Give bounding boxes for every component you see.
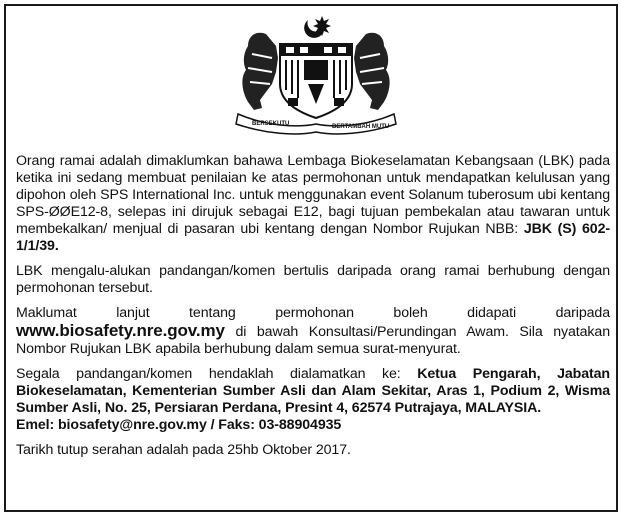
contact-details[interactable]: Emel: biosafety@nre.gov.my / Faks: 03-88904935 [16,417,342,433]
right-tiger-icon [354,33,390,110]
website-link[interactable]: www.biosafety.nre.gov.my [16,321,225,340]
motto-left: BERSEKUTU [252,121,290,127]
mailing-address: Ketua Pengarah, Jabatan Biokeselamatan, Kementerian Sumber Asli dan Alam Sekitar, Aras 1, Podium 2, Wisma Sumber Asli, No. 25, Persiaran Perdana, Presint 4, 62574 Putrajaya, MALAYSIA. [16,366,610,416]
website-intro: Maklumat lanjut tentang permohonan boleh didapati daripada [16,305,610,321]
application-text: Orang ramai adalah dimaklumkan bahawa Lembaga Biokeselamatan Kebangsaan (LBK) pada ketika ini sedang membuat penilaian ke atas permohonan untuk mendapatkan kelulusan yang dipohon oleh SPS International Inc. untuk menggunakan event Solanum tuberosum ubi kentang SPS-ØØE12-8, selepas ini dirujuk sebagai E12, bagi tujuan pembekalan atau tawaran untuk membekalkan/ menjual di pasaran ubi kentang dengan Nombor Rujukan NBB: [16,153,610,237]
address-intro: Segala pandangan/komen hendaklah dialamatkan ke: [16,366,418,382]
application-paragraph [16,153,610,255]
malaysia-coat-of-arms-icon [226,14,406,136]
website-note: di bawah Konsultasi/Perundingan Awam. Sila nyatakan Nombor Rujukan LBK apabila berhubung dalam semua surat-menyurat. [16,324,610,357]
address-paragraph [16,366,610,434]
notice-body [16,153,610,467]
closing-date-paragraph: Tarikh tutup serahan adalah pada 25hb Oktober 2017. [16,442,351,458]
reference-number: JBK (S) 602-1/1/39. [16,221,611,254]
invitation-paragraph: LBK mengalu-alukan pandangan/komen bertulis daripada orang ramai berhubung dengan permohonan tersebut. [16,263,610,296]
left-tiger-icon [242,33,278,110]
website-paragraph [16,305,610,358]
motto-right: BERTAMBAH MUTU [332,124,390,130]
